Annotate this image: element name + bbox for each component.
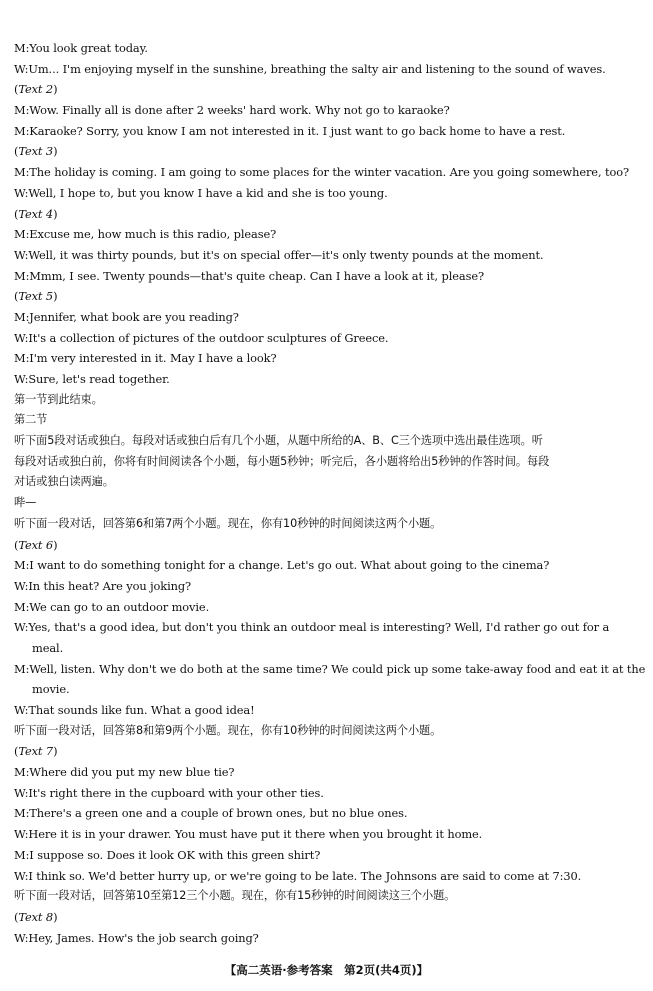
section-heading-label: Text 3 bbox=[18, 144, 54, 159]
section-heading-label: Text 6 bbox=[18, 537, 54, 552]
dialog-line: M:There's a green one and a couple of brown ones, but no blue ones. bbox=[14, 806, 408, 821]
section-heading: (Text 8) bbox=[14, 909, 58, 924]
section-heading: (Text 7) bbox=[14, 744, 58, 759]
dialog-line: W:Well, it was thirty pounds, but it's on special offer—it's only twenty pounds at the moment. bbox=[14, 247, 544, 262]
section-heading-label: Text 7 bbox=[18, 744, 54, 759]
dialog-line: M:I'm very interested in it. May I have a look? bbox=[14, 351, 277, 366]
section-heading-label: Text 4 bbox=[18, 206, 54, 221]
dialog-line: W:Well, I hope to, but you know I have a kid and she is too young. bbox=[14, 185, 388, 200]
dialog-line: M:Jennifer, what book are you reading? bbox=[14, 309, 239, 324]
dialog-line: M:Excuse me, how much is this radio, please? bbox=[14, 227, 277, 242]
instruction-line: 每段对话或独白前，你将有时间阅读各个小题，每小题5秒钟；听完后，各小题将给出5秒钟的作答时间。每段 bbox=[14, 454, 550, 468]
dialog-continuation: meal. bbox=[32, 640, 64, 655]
instruction-line: 听下面5段对话或独白。每段对话或独白后有几个小题，从题中所给的A、B、C三个选项中选出最佳选项。听 bbox=[14, 434, 543, 448]
dialog-line: W:Hey, James. How's the job search going? bbox=[14, 930, 259, 945]
dialog-line: M:I suppose so. Does it look OK with this green shirt? bbox=[14, 847, 321, 862]
page-footer: 【高二英语·参考答案 第2页(共4页)】 bbox=[224, 963, 429, 977]
dialog-line: W:Yes, that's a good idea, but don't you think an outdoor meal is interesting? Well, I'd rather go out for a bbox=[14, 620, 610, 635]
section-heading-label: Text 8 bbox=[18, 909, 54, 924]
section-heading: (Text 4) bbox=[14, 206, 58, 221]
dialog-line: M:Where did you put my new blue tie? bbox=[14, 765, 235, 780]
dialog-line: M:I want to do something tonight for a change. Let's go out. What about going to the cinema? bbox=[14, 558, 550, 573]
instruction-line: 听下面一段对话，回答第10至第12三个小题。现在，你有15秒钟的时间阅读这三个小题。 bbox=[14, 889, 456, 903]
section-heading-label: Text 2 bbox=[18, 82, 54, 97]
dialog-line: M:We can go to an outdoor movie. bbox=[14, 599, 210, 614]
instruction-line: 哔— bbox=[14, 496, 37, 510]
instruction-line: 听下面一段对话，回答第8和第9两个小题。现在，你有10秒钟的时间阅读这两个小题。 bbox=[14, 723, 442, 737]
instruction-line: 对话或独白读两遍。 bbox=[14, 475, 114, 489]
section-heading-label: Text 5 bbox=[18, 289, 54, 304]
dialog-line: W:Sure, let's read together. bbox=[14, 372, 170, 386]
dialog-line: W:Um... I'm enjoying myself in the sunshine, breathing the salty air and listening to the sound of waves. bbox=[14, 61, 606, 76]
instruction-line: 第二节 bbox=[14, 413, 48, 427]
dialog-line: W:Here it is in your drawer. You must have put it there when you brought it home. bbox=[14, 827, 483, 842]
dialog-line: M:Karaoke? Sorry, you know I am not interested in it. I just want to go back home to have a rest. bbox=[14, 123, 566, 138]
dialog-line: W:It's right there in the cupboard with your other ties. bbox=[14, 785, 324, 800]
dialog-line: W:I think so. We'd better hurry up, or we're going to be late. The Johnsons are said to come at 7:30. bbox=[14, 868, 582, 883]
dialog-line: M:The holiday is coming. I am going to some places for the winter vacation. Are you going somewhere, too? bbox=[14, 165, 629, 180]
dialog-line: M:Well, listen. Why don't we do both at the same time? We could pick up some take-away food and eat it at the bbox=[14, 661, 646, 676]
section-heading: (Text 3) bbox=[14, 144, 58, 159]
section-heading: (Text 5) bbox=[14, 289, 58, 304]
dialog-line: M:Mmm, I see. Twenty pounds—that's quite cheap. Can I have a look at it, please? bbox=[14, 268, 484, 283]
dialog-continuation: movie. bbox=[32, 682, 70, 697]
dialog-line: M:You look great today. bbox=[14, 41, 148, 55]
document-body bbox=[14, 38, 646, 948]
section-heading: (Text 6) bbox=[14, 537, 58, 552]
dialog-line: W:In this heat? Are you joking? bbox=[14, 578, 192, 593]
instruction-line: 听下面一段对话，回答第6和第7两个小题。现在，你有10秒钟的时间阅读这两个小题。 bbox=[14, 516, 442, 530]
section-heading: (Text 2) bbox=[14, 82, 58, 97]
dialog-line: M:Wow. Finally all is done after 2 weeks' hard work. Why not go to karaoke? bbox=[14, 103, 450, 118]
dialog-line: W:It's a collection of pictures of the outdoor sculptures of Greece. bbox=[14, 330, 389, 345]
dialog-line: W:That sounds like fun. What a good idea! bbox=[14, 703, 255, 717]
instruction-line: 第一节到此结束。 bbox=[14, 392, 103, 406]
